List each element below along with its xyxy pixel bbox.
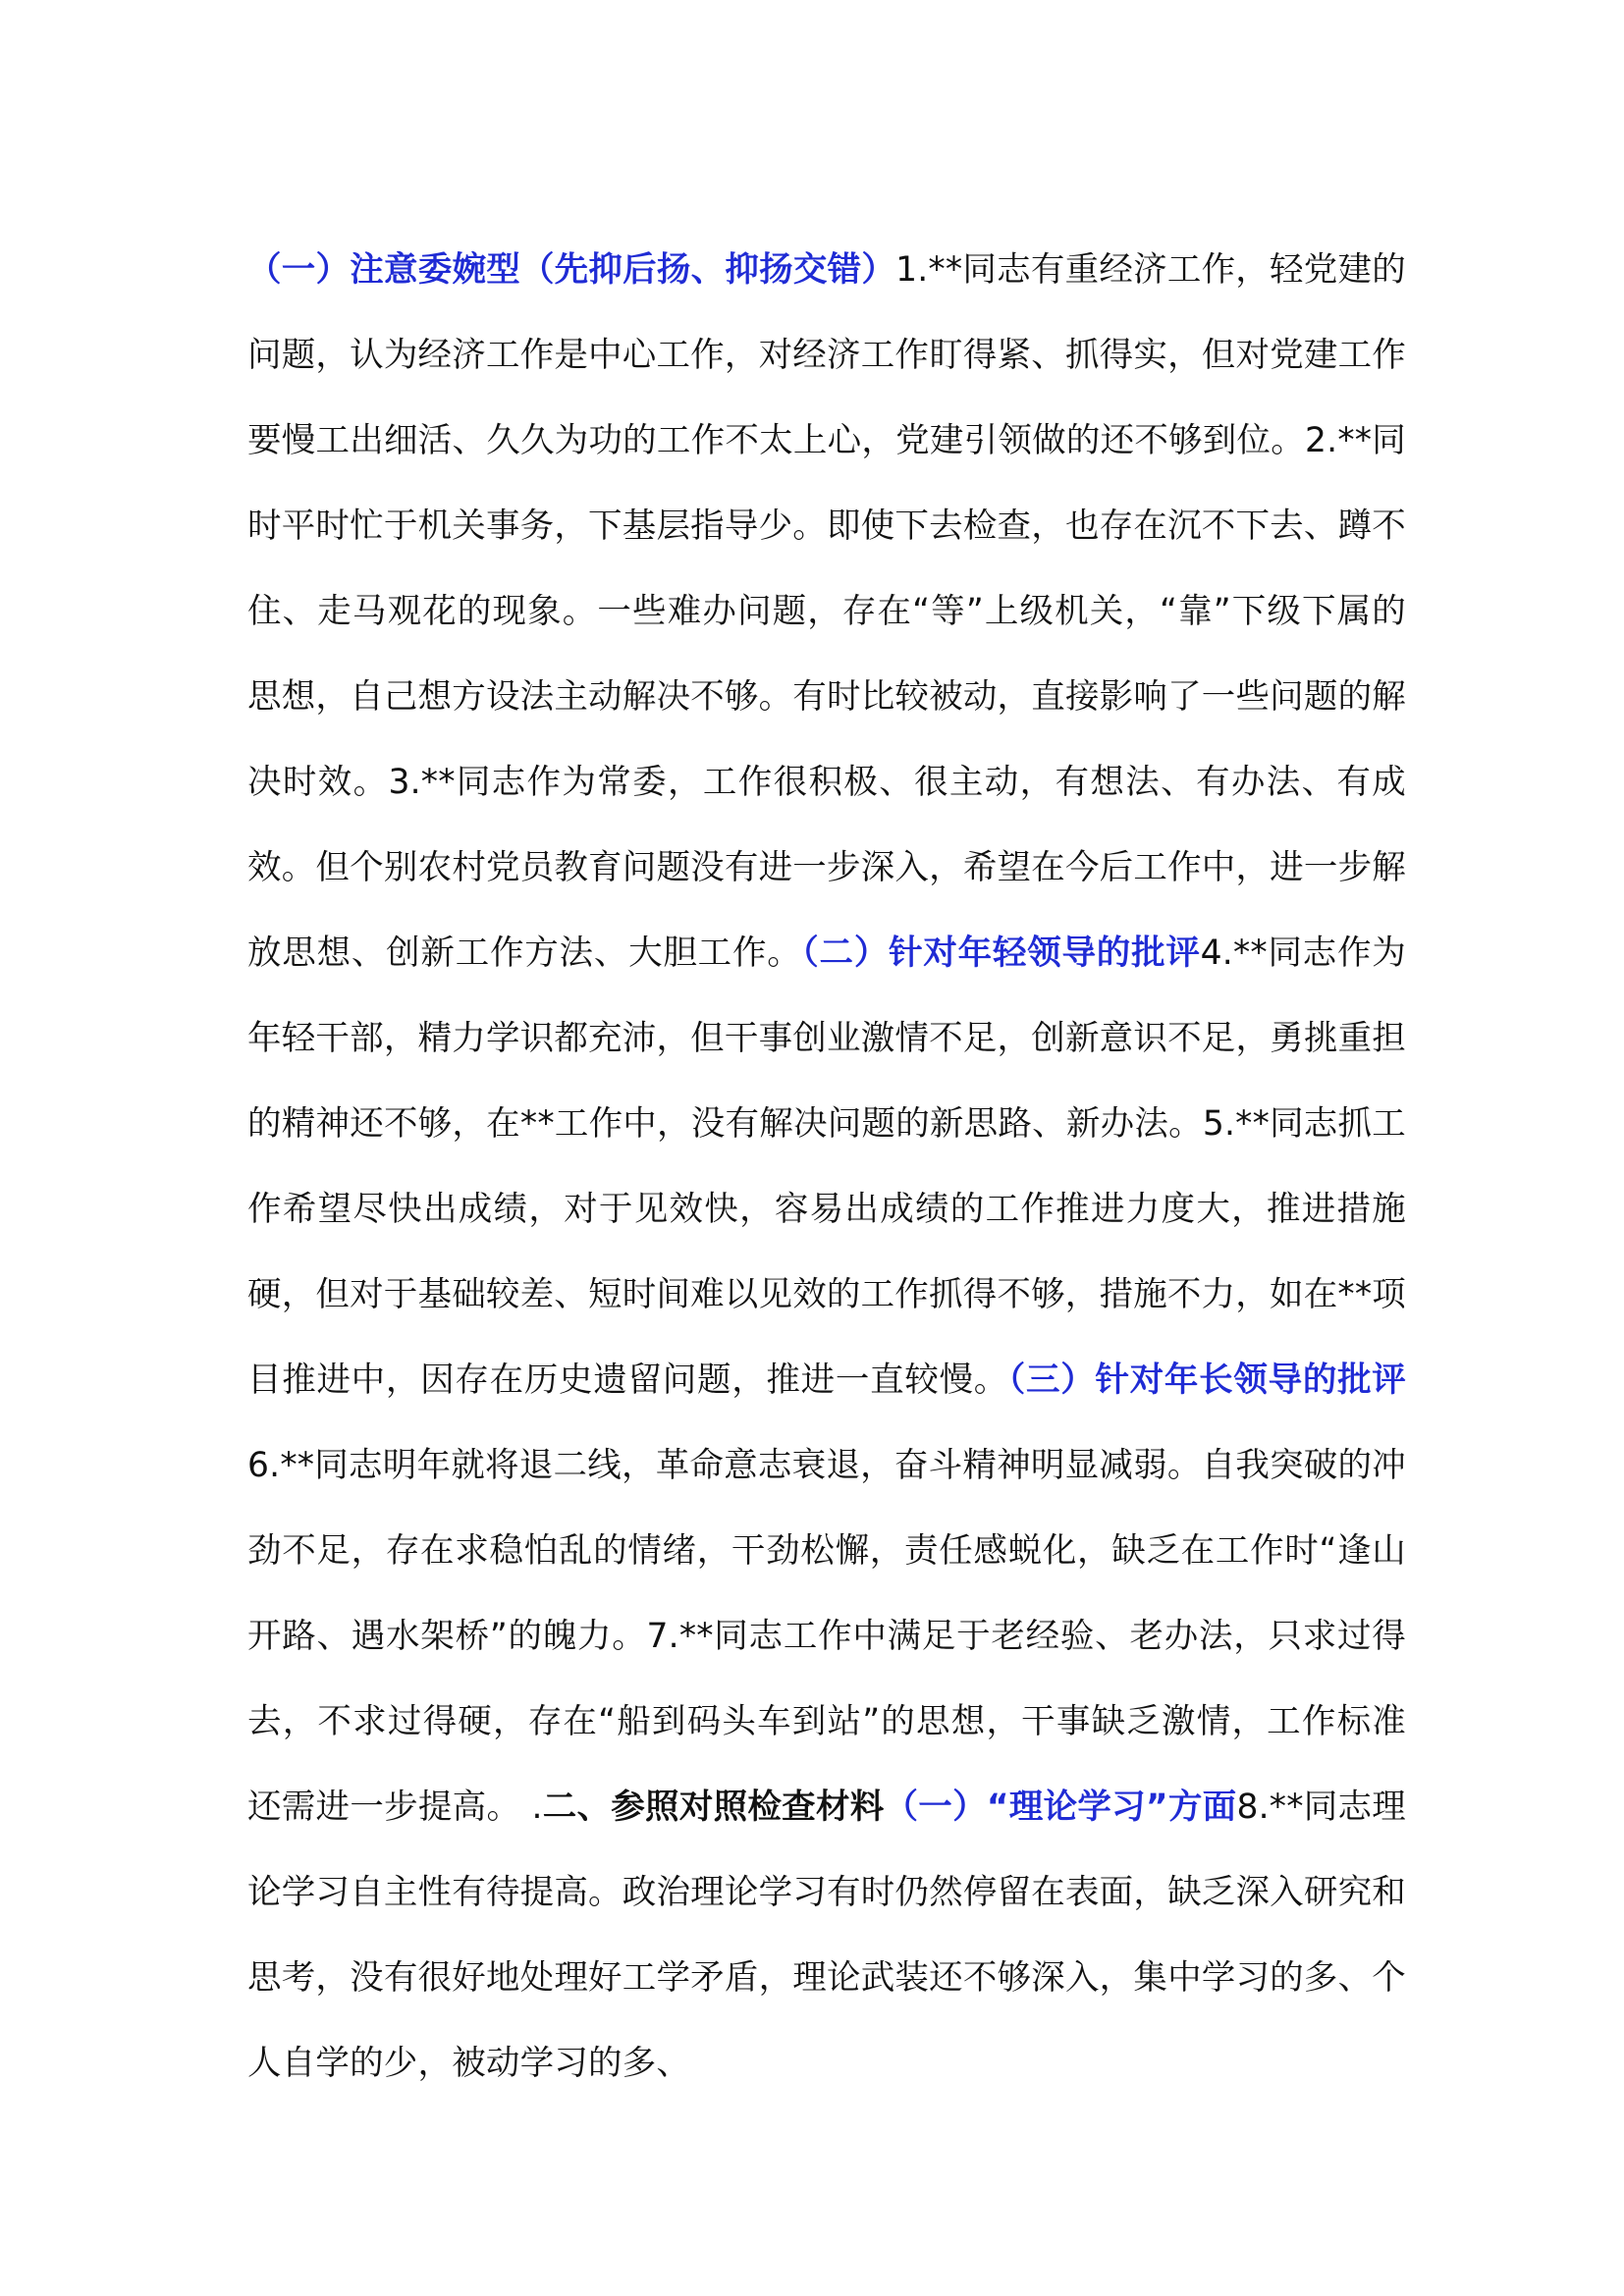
paragraph-text-2: 4.**同志作为年轻干部，精力学识都充沛，但干事创业激情不足，创新意识不足，勇挑重担的精神还不够，在**工作中，没有解决问题的新思路、新办法。5.**同志抓工作希望尽快出成绩，对于见效快，容易出成绩的工作推进力度大，推进措施硬，但对于基础较差、短时间难以见效的工作抓得不够，措施不力，如在**项目推进中，因存在历史遗留问题，推进一直较慢。 — [247, 934, 1406, 1400]
paragraph-text-3: 6.**同志明年就将退二线，革命意志衰退，奋斗精神明显减弱。自我突破的冲劲不足，存在求稳怕乱的情绪，干劲松懈，责任感蜕化，缺乏在工作时“逢山开路、遇水架桥”的魄力。7.**同志工作中满足于老经验、老办法，只求过得去，不求过得硬，存在“船到码头车到站”的思想，干事缺乏激情，工作标准还需进一步提高。 . — [247, 1446, 1406, 1827]
section-heading-3: （三）针对年长领导的批评 — [1008, 1361, 1406, 1400]
paragraph-text-1: 1.**同志有重经济工作，轻党建的问题，认为经济工作是中心工作，对经济工作盯得紧、抓得实，但对党建工作要慢工出细活、久久为功的工作不太上心，党建引领做的还不够到位。2.**同时平时忙于机关事务，下基层指导少。即使下去检查，也存在沉不下去、蹲不住、走马观花的现象。一些难办问题，存在“等”上级机关，“靠”下级下属的思想，自己想方设法主动解决不够。有时比较被动，直接影响了一些问题的解决时效。3.**同志作为常委，工作很积极、很主动，有想法、有办法、有成效。但个别农村党员教育问题没有进一步深入，希望在今后工作中，进一步解放思想、创新工作方法、大胆工作。 — [247, 250, 1406, 973]
document-body — [247, 228, 1406, 2107]
section-heading-1: （一）注意委婉型（先抑后扬、抑扬交错） — [247, 250, 896, 290]
section-heading-4: （一）“理论学习”方面 — [884, 1788, 1237, 1827]
chapter-heading-2: 二、参照对照检查材料 — [542, 1788, 885, 1827]
paragraph-text-4: 8.**同志理论学习自主性有待提高。政治理论学习有时仍然停留在表面，缺乏深入研究和思考，没有很好地处理好工学矛盾，理论武装还不够深入，集中学习的多、个人自学的少，被动学习的多、 — [247, 1788, 1406, 2083]
section-heading-2: （二）针对年轻领导的批评 — [801, 934, 1201, 973]
